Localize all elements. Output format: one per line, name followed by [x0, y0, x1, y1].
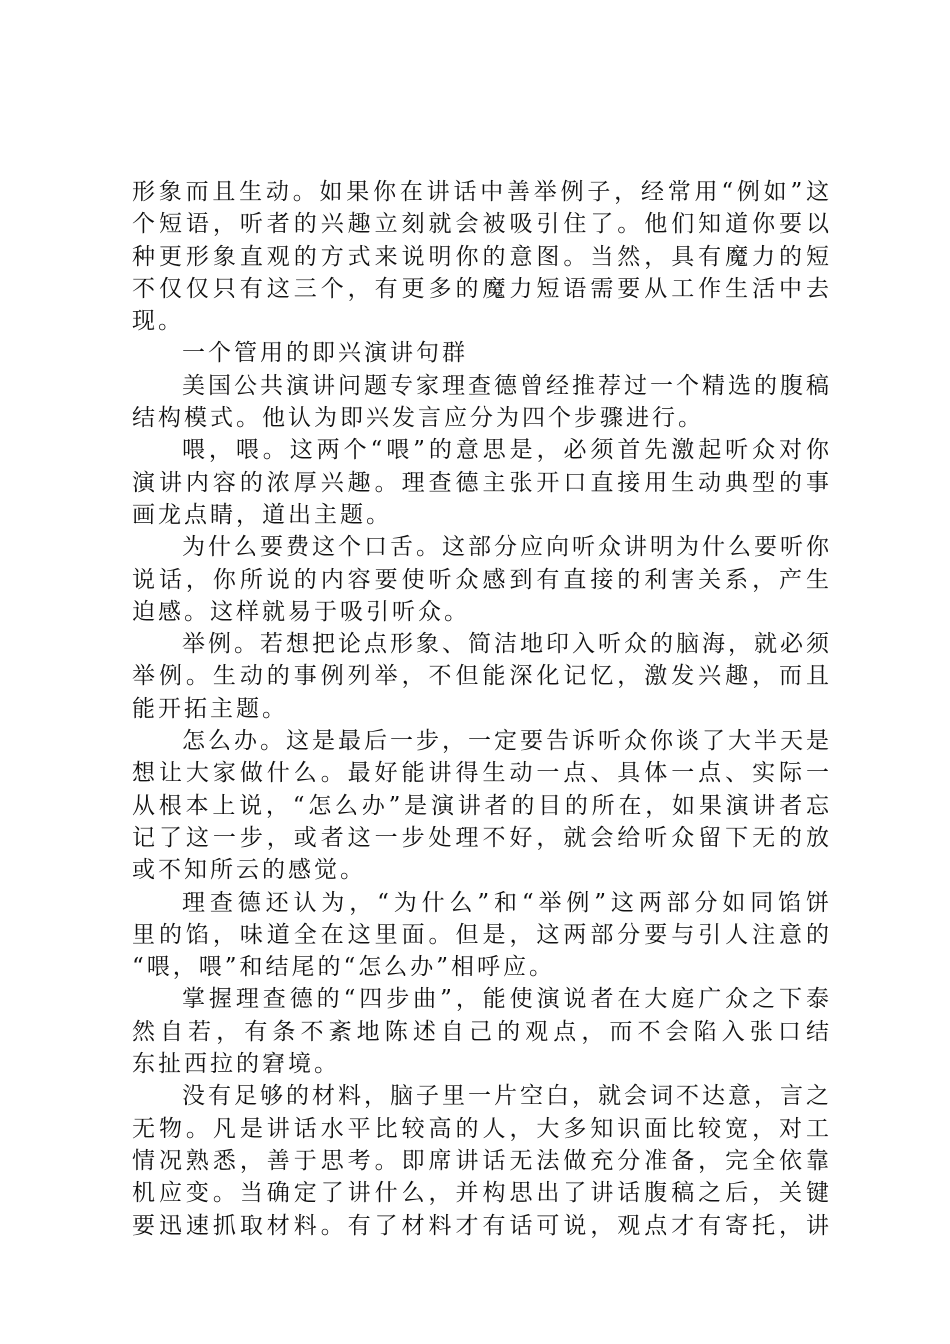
text-line: 里的馅，味道全在这里面。但是，这两部分要与引人注意的 [132, 921, 832, 948]
text-line: 形象而且生动。如果你在讲话中善举例子，经常用“例如”这 [132, 179, 832, 205]
text-line: “喂，喂”和结尾的“怎么办”相呼应。 [132, 954, 556, 981]
text-line: 从根本上说，“怎么办”是演讲者的目的所在，如果演讲者忘 [132, 792, 832, 819]
text-line: 记了这一步，或者这一步处理不好，就会给听众留下无的放 [132, 824, 832, 851]
text-line: 种更形象直观的方式来说明你的意图。当然，具有魔力的短 [132, 243, 832, 270]
text-line: 然自若，有条不紊地陈述自己的观点，而不会陷入张口结 [132, 1018, 832, 1045]
text-line: 无物。凡是讲话水平比较高的人，大多知识面比较宽，对工 [132, 1115, 832, 1142]
text-line: 情况熟悉，善于思考。即席讲话无法做充分准备，完全依靠 [132, 1147, 832, 1174]
text-line: 举例。若想把论点形象、简洁地印入听众的脑海，就必须 [182, 631, 832, 658]
text-line: 机应变。当确定了讲什么，并构思出了讲话腹稿之后，关键 [132, 1180, 832, 1207]
text-line: 没有足够的材料，脑子里一片空白，就会词不达意，言之 [182, 1083, 832, 1110]
text-line: 要迅速抓取材料。有了材料才有话可说，观点才有寄托，讲 [132, 1212, 832, 1239]
body-text [132, 176, 832, 1242]
text-line: 不仅仅只有这三个，有更多的魔力短语需要从工作生活中去 [132, 275, 832, 302]
text-line: 或不知所云的感觉。 [132, 857, 366, 884]
text-line: 一个管用的即兴演讲句群 [182, 340, 468, 367]
text-line: 画龙点睛，道出主题。 [132, 501, 392, 528]
text-line: 说话，你所说的内容要使听众感到有直接的利害关系，产生 [132, 566, 832, 593]
text-line: 能开拓主题。 [132, 695, 288, 722]
text-line: 迫感。这样就易于吸引听众。 [132, 598, 470, 625]
text-line: 美国公共演讲问题专家理查德曾经推荐过一个精选的腹稿 [182, 372, 832, 399]
text-line: 怎么办。这是最后一步，一定要告诉听众你谈了大半天是 [182, 728, 832, 755]
text-line: 为什么要费这个口舌。这部分应向听众讲明为什么要听你 [182, 534, 832, 561]
text-line: 想让大家做什么。最好能讲得生动一点、具体一点、实际一 [132, 760, 832, 787]
text-line: 理查德还认为，“为什么”和“举例”这两部分如同馅饼 [182, 889, 832, 916]
text-line: 个短语，听者的兴趣立刻就会被吸引住了。他们知道你要以 [132, 211, 832, 238]
text-line: 掌握理查德的“四步曲”，能使演说者在大庭广众之下泰 [182, 986, 832, 1013]
text-line: 东扯西拉的窘境。 [132, 1051, 340, 1078]
text-line: 喂，喂。这两个“喂”的意思是，必须首先激起听众对你 [182, 437, 832, 464]
text-line: 结构模式。他认为即兴发言应分为四个步骤进行。 [132, 405, 704, 432]
text-line: 演讲内容的浓厚兴趣。理查德主张开口直接用生动典型的事 [132, 469, 832, 496]
text-line: 举例。生动的事例列举，不但能深化记忆，激发兴趣，而且 [132, 663, 832, 690]
text-line: 现。 [132, 308, 184, 335]
